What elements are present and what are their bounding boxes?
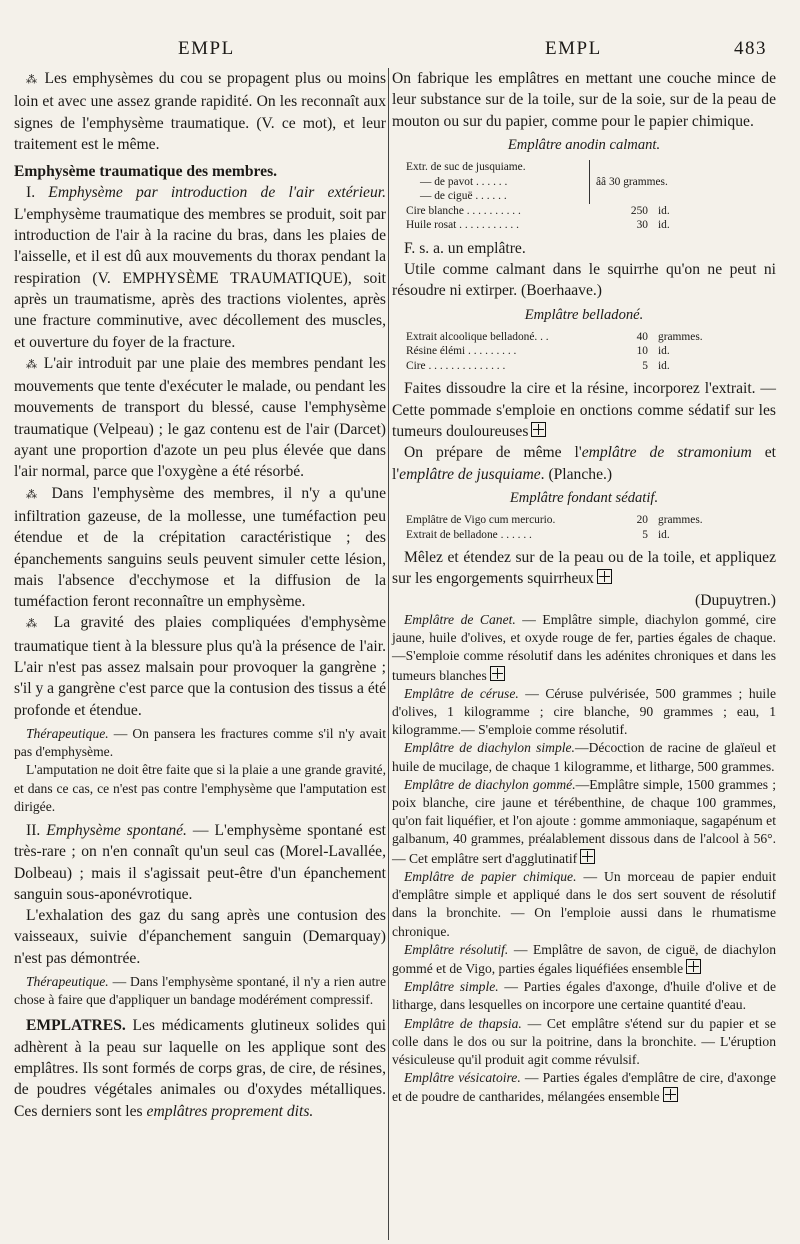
paragraph: ⁂ Les emphysèmes du cou se propagent plus ou moins loin et avec une assez grande rapidité. On les reconnaît aux signes de l'emphysème traumatique. (V. ce mot), et leur traitement est le même. xyxy=(14,70,387,153)
ingredient: Emplâtre de Vigo cum mercurio. xyxy=(406,514,556,527)
recipe-table xyxy=(406,513,736,542)
asterism-icon: ⁂ xyxy=(26,358,39,371)
therapeutics-note: L'amputation ne doit être faite que si la plaie a une grande gravité, et dans ce cas, ce n'est pas contre l'emphysème que l'amputation est dirigée. xyxy=(14,762,386,814)
ingredient: Extr. de suc de jusquiame. xyxy=(406,161,526,174)
recipe-table xyxy=(406,160,736,233)
running-head-left: EMPL xyxy=(178,38,235,59)
cross-icon xyxy=(663,1087,678,1102)
therapeutics-note: Thérapeutique. — Dans l'emphysème spontané, il n'y a rien autre chose à faire que d'appliquer un bandage modérément compressif. xyxy=(14,974,386,1008)
unit: grammes. xyxy=(658,330,703,343)
paragraph: On prépare de même l'emplâtre de stramonium et l'emplâtre de jusquiame. (Planche.) xyxy=(392,444,776,483)
therapeutics-note: Thérapeutique. — On pansera les fractures comme s'il n'y avait pas d'emphysème. xyxy=(14,725,386,760)
quantity: 20 xyxy=(636,514,648,527)
entry: Emplâtre de diachylon gommé.—Emplâtre simple, 1500 grammes ; poix blanche, cire jaune et térébenthine, de chaque 100 grammes, qu'on fait liquéfier, et l'on ajoute : gomme ammoniaque, sagapénum et galbanum, 40 grammes, préalablement dissous dans de l'alcool à 56°. — Cet emplâtre sert d'agglutinatif xyxy=(392,776,776,866)
entry: Emplâtre de papier chimique. — Un morceau de papier enduit d'emplâtre simple et appliqué dans le dos sert souvent de résolutif dans la bronchite. — On l'emploie aussi dans le rhumatisme chronique. xyxy=(392,868,776,939)
brace-quantity: ââ 30 grammes. xyxy=(596,175,668,188)
unit: id. xyxy=(658,219,670,232)
paragraph: ⁂ La gravité des plaies compliquées d'emphysème traumatique tient à la blessure plus qu'à la présence de l'air. L'air n'est pas assez malsain pour provoquer la gangrène ; s'il y a gangrène c'est parce que la contusion des tissus a été profonde et étendue. xyxy=(14,614,387,719)
recipe-title: Emplâtre belladoné. xyxy=(524,306,644,323)
brace-group xyxy=(406,160,736,204)
paragraph: ⁂ Dans l'emphysème des membres, il n'y a qu'une infiltration gazeuse, de la mollesse, une tuméfaction peu étendue et de la crépitation caractéristique ; des épanchements sanguins seuls peuvent simuler cette lésion, mais l'absence d'ecchymose et la diffusion de la tuméfaction feront reconnaître un emphysème. xyxy=(14,484,386,611)
running-head-right: EMPL xyxy=(545,38,602,59)
recipe-title: Emplâtre anodin calmant. xyxy=(507,136,661,153)
attribution: (Dupuytren.) xyxy=(695,591,776,609)
quantity: 10 xyxy=(636,345,648,358)
entry-heading: EMPLATRES. xyxy=(26,1017,126,1035)
entry: Emplâtre simple. — Parties égales d'axonge, d'huile d'olive et de litharge, dans lesquelles on incorpore une certaine quantité d'eau. xyxy=(392,979,777,1013)
cross-icon xyxy=(490,666,505,681)
quantity: 250 xyxy=(630,204,648,217)
recipe-title: Emplâtre fondant sédatif. xyxy=(509,489,659,506)
paragraph: II. Emphysème spontané. — L'emphysème spontané est très-rare ; on n'en connaît qu'un seul cas (Morel-Lavallée, Dolbeau) ; mais il s'agissait peut-être d'un épanchement sanguin sous-aponévrotique. xyxy=(14,821,387,903)
paragraph: ⁂ L'air introduit par une plaie des membres pendant les mouvements que tente d'exécuter le malade, ou pendant les mouvements de transport du blessé, cause l'emphysème traumatique (Velpeau) ; le gaz contenu est de l'air (Darcet) ayant une proportion d'azote un peu plus élevée que dans l'air normal, parce que l'oxygène a été résorbé. xyxy=(14,354,386,481)
cross-icon xyxy=(531,422,546,437)
unit: id. xyxy=(658,204,670,217)
ingredient: — de ciguë . . . . . . xyxy=(420,190,507,203)
unit: grammes. xyxy=(658,514,703,527)
unit: id. xyxy=(658,528,670,541)
quantity: 5 xyxy=(642,359,648,372)
quantity: 40 xyxy=(636,330,648,343)
paragraph: Mêlez et étendez sur de la peau ou de la toile, et appliquez sur les engorgements squirrheux xyxy=(392,549,776,588)
ingredient: Huile rosat . . . . . . . . . . . xyxy=(406,219,519,232)
entry: Emplâtre vésicatoire. — Parties égales d'emplâtre de cire, d'axonge et de poudre de cantharides, mélangées ensemble xyxy=(392,1070,776,1105)
right-column xyxy=(392,68,776,1107)
asterism-icon: ⁂ xyxy=(26,618,44,631)
cross-icon xyxy=(686,959,701,974)
cross-icon xyxy=(597,569,612,584)
column-divider xyxy=(388,68,389,1240)
paragraph: F. s. a. un emplâtre. xyxy=(404,239,526,257)
entry: Emplâtre de céruse. — Céruse pulvérisée, 500 grammes ; huile d'olives, 1 kilogramme ; cire blanche, 90 grammes ; eau, 1 kilogramme.— S'emploie comme résolutif. xyxy=(392,685,777,738)
asterism-icon: ⁂ xyxy=(26,74,39,86)
quantity: 30 xyxy=(636,219,648,232)
paragraph: On fabrique les emplâtres en mettant une couche mince de leur substance sur de la toile, sur de la soie, sur de la peau de mouton ou sur du papier, comme pour le papier chimique. xyxy=(392,70,776,130)
unit: id. xyxy=(658,359,670,372)
ingredient: Cire . . . . . . . . . . . . . . xyxy=(406,359,506,372)
quantity: 5 xyxy=(642,528,648,541)
ingredient: Cire blanche . . . . . . . . . . xyxy=(406,204,521,217)
paragraph: I. Emphysème par introduction de l'air extérieur. L'emphysème traumatique des membres se produit, soit par introduction de l'air à la racine du bras, dans les plaies de l'aisselle, et il est dû aux mouvements du thorax pendant la respiration (V. EMPHYSÈME TRAUMATIQUE), soit après un traumatisme, après des tractions violentes, après une fracture comminutive, avec décollement des muscles, et ouverture du foyer de la fracture. xyxy=(14,184,386,351)
entry: Emplâtre de diachylon simple.—Décoction de racine de glaïeul et huile de mucilage, de chaque 1 kilogramme, et litharge, 500 grammes. xyxy=(392,740,776,774)
paragraph: EMPLATRES. Les médicaments glutineux solides qui adhèrent à la peau sur laquelle on les applique sont des emplâtres. Ils sont formés de corps gras, de cire, de résines, de poudres végétales animales ou d'oxydes métalliques. Ces derniers sont les emplâtres proprement dits. xyxy=(14,1017,386,1120)
asterism-icon: ⁂ xyxy=(26,488,43,501)
left-column xyxy=(14,68,386,1122)
ingredient: Résine élémi . . . . . . . . . xyxy=(406,345,517,358)
page-number: 483 xyxy=(734,38,767,59)
unit: id. xyxy=(658,345,670,358)
recipe-table xyxy=(406,330,736,374)
paragraph: Utile comme calmant dans le squirrhe qu'on ne peut ni résoudre ni extirper. (Boerhaave.) xyxy=(392,260,776,300)
paragraph: L'exhalation des gaz du sang après une contusion des vaisseaux, suivie d'épanchement sanguin (Demarquay) n'est pas démontrée. xyxy=(14,907,386,967)
entry: Emplâtre de thapsia. — Cet emplâtre s'étend sur du papier et se colle dans le dos ou sur la poitrine, dans la bronchite. — L'éruption vésiculeuse qu'il produit agit comme révulsif. xyxy=(392,1015,776,1067)
ingredient: — de pavot . . . . . . xyxy=(420,175,508,188)
entry: Emplâtre de Canet. — Emplâtre simple, diachylon gommé, cire jaune, huile d'olives, et oxyde rouge de fer, parties égales de chaque.—S'emploie comme résolutif dans les adénites chroniques et dans les tumeurs blanches xyxy=(392,612,776,683)
section-heading: Emphysème traumatique des membres. xyxy=(14,163,278,181)
entry: Emplâtre résolutif. — Emplâtre de savon, de ciguë, de diachylon gommé et de Vigo, parties égales liquéfiées ensemble xyxy=(392,941,776,976)
paragraph: Faites dissoudre la cire et la résine, incorporez l'extrait. —Cette pommade s'emploie en onctions comme sédatif sur les tumeurs douloureuses xyxy=(392,380,776,440)
ingredient: Extrait de belladone . . . . . . xyxy=(406,528,532,541)
ingredient: Extrait alcoolique belladoné. . . xyxy=(406,330,549,343)
cross-icon xyxy=(580,849,595,864)
